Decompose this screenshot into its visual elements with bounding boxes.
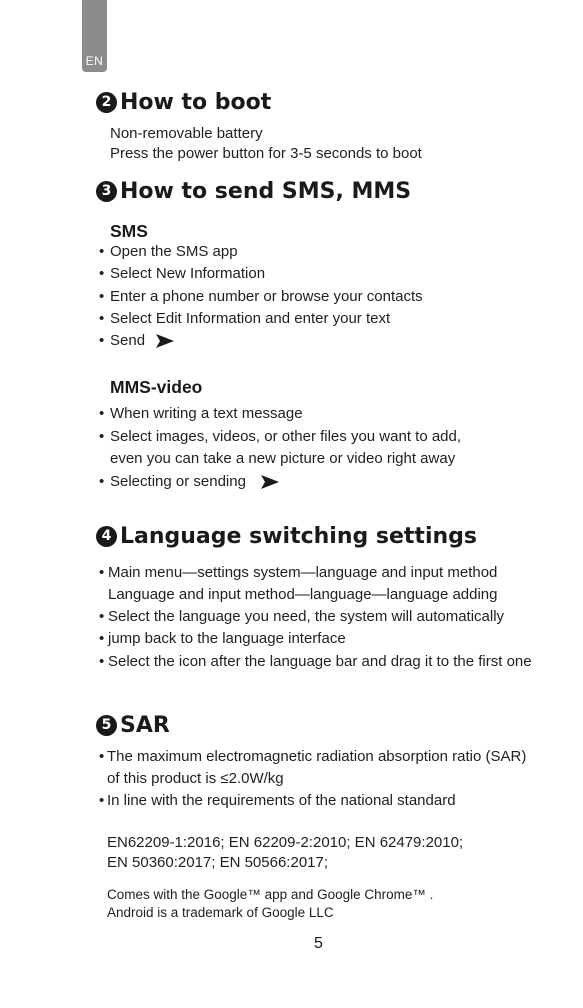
mms-item: When writing a text message: [110, 405, 303, 422]
sms-item: Select Edit Information and enter your text: [110, 310, 391, 327]
heading-language-switching: [96, 524, 477, 549]
sms-item-send: [110, 331, 175, 351]
sms-item: Open the SMS app: [110, 243, 238, 260]
bullet: •: [99, 608, 105, 625]
heading-sar: [96, 713, 170, 738]
number-badge-icon: 2: [96, 92, 117, 113]
bullet: •: [99, 288, 105, 305]
trademark-line: Comes with the Google™ app and Google Chrome™ .: [107, 887, 434, 902]
trademark-line: Android is a trademark of Google LLC: [107, 905, 334, 920]
boot-line: Press the power button for 3-5 seconds to boot: [110, 145, 422, 162]
bullet: •: [99, 405, 105, 422]
bullet: •: [99, 310, 105, 327]
heading-text: How to boot: [120, 90, 272, 115]
bullet: •: [99, 748, 105, 765]
heading-how-to-boot: [96, 90, 271, 115]
number-badge-icon: 4: [96, 526, 117, 547]
sms-item: Enter a phone number or browse your contacts: [110, 288, 423, 305]
subheading-sms: SMS: [110, 221, 148, 241]
page-number-text: 5: [314, 935, 323, 952]
language-tab: [82, 0, 107, 72]
number-badge-icon: 3: [96, 181, 117, 202]
sar-item: The maximum electromagnetic radiation absorption ratio (SAR): [107, 748, 527, 765]
number-badge-icon: 5: [96, 715, 117, 736]
bullet: •: [99, 243, 105, 260]
language-item: Main menu—settings system—language and input method: [108, 564, 498, 581]
bullet: •: [99, 473, 105, 490]
language-item: jump back to the language interface: [108, 630, 346, 647]
mms-item: Select images, videos, or other files you want to add,: [110, 428, 462, 445]
bullet: •: [99, 653, 105, 670]
standards-line: EN62209-1:2016; EN 62209-2:2010; EN 62479:2010;: [107, 834, 464, 851]
bullet: •: [99, 332, 105, 349]
mms-item-continued: even you can take a new picture or video right away: [110, 450, 456, 467]
language-tab-label: EN: [85, 54, 104, 68]
sms-item-send-label: Send: [110, 332, 146, 349]
mms-item-send-label: Selecting or sending: [110, 473, 246, 490]
mms-item-send: [110, 472, 280, 492]
boot-line: Non-removable battery: [110, 125, 263, 142]
bullet: •: [99, 265, 105, 282]
standards-line: EN 50360:2017; EN 50566:2017;: [107, 854, 329, 871]
language-item: Select the icon after the language bar and drag it to the first one: [108, 653, 532, 670]
language-item-continued: Language and input method—language—language adding: [108, 586, 498, 603]
bullet: •: [99, 630, 105, 647]
sar-item: In line with the requirements of the national standard: [107, 792, 456, 809]
bullet: •: [99, 428, 105, 445]
sar-item-continued: of this product is ≤2.0W/kg: [107, 770, 284, 787]
heading-send-sms-mms: [96, 179, 411, 204]
language-item: Select the language you need, the system will automatically: [108, 608, 505, 625]
send-icon: [155, 333, 175, 349]
bullet: •: [99, 564, 105, 581]
bullet: •: [99, 792, 105, 809]
heading-text: SAR: [120, 713, 170, 738]
send-icon: [260, 474, 280, 490]
heading-text: How to send SMS, MMS: [120, 179, 412, 204]
sms-item: Select New Information: [110, 265, 266, 282]
heading-text: Language switching settings: [120, 524, 477, 549]
subheading-mms-video: MMS-video: [110, 377, 203, 397]
